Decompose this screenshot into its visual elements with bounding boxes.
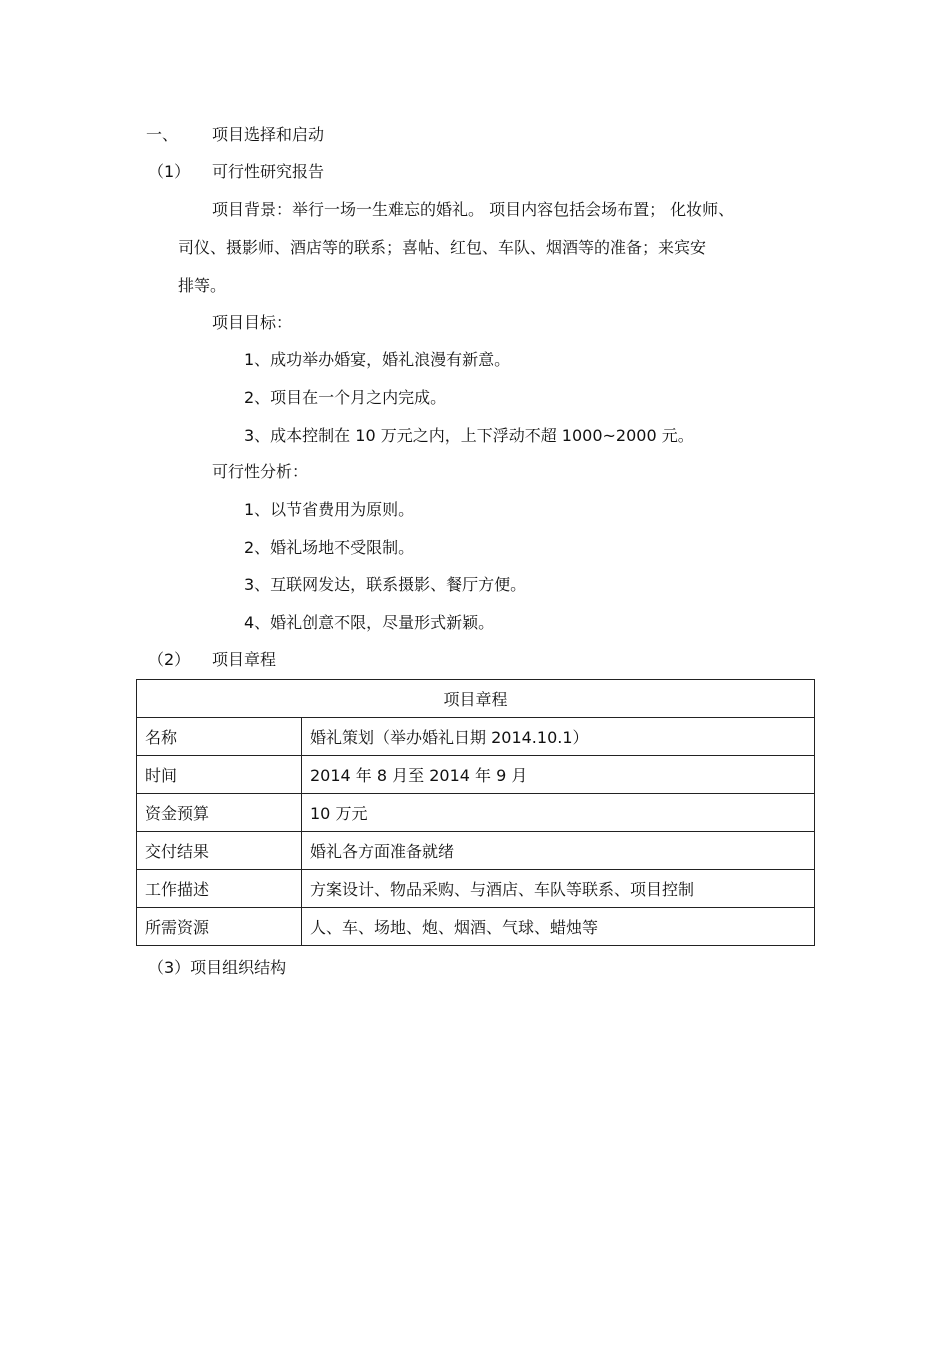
background-line-1: 项目背景：举行一场一生难忘的婚礼。 项目内容包括会场布置； 化妆师、 [212,200,735,219]
table-row [137,794,815,832]
row-label: 名称 [137,718,302,756]
subsection-2-title: 项目章程 [212,650,277,669]
row-label: 交付结果 [137,832,302,870]
row-label: 所需资源 [137,908,302,946]
charter-table-wrapper [136,679,814,946]
feasibility-item-2: 2、婚礼场地不受限制。 [244,538,415,557]
background-line-2: 司仪、摄影师、酒店等的联系；喜帖、红包、车队、烟酒等的准备；来宾安 [178,238,707,257]
charter-title: 项目章程 [137,680,815,718]
row-label: 工作描述 [137,870,302,908]
charter-table [136,679,815,946]
row-value: 婚礼各方面准备就绪 [302,832,815,870]
goal-item-1: 1、成功举办婚宴，婚礼浪漫有新意。 [244,350,511,369]
table-row [137,908,815,946]
feasibility-item-3: 3、互联网发达，联系摄影、餐厅方便。 [244,575,527,594]
charter-title-row [137,680,815,718]
row-value: 方案设计、物品采购、与酒店、车队等联系、项目控制 [302,870,815,908]
goals-heading: 项目目标： [212,313,293,332]
goal-item-2: 2、项目在一个月之内完成。 [244,388,447,407]
row-value: 10 万元 [302,794,815,832]
row-label: 时间 [137,756,302,794]
section-1-title: 项目选择和启动 [212,125,325,144]
subsection-1-title: 可行性研究报告 [212,162,325,181]
feasibility-item-4: 4、婚礼创意不限，尽量形式新颖。 [244,613,495,632]
section-1-marker: 一、 [146,125,179,144]
table-row [137,870,815,908]
subsection-2-marker: （2） [148,650,191,669]
table-row [137,718,815,756]
background-line-3: 排等。 [178,276,227,295]
row-value: 婚礼策划（举办婚礼日期 2014.10.1） [302,718,815,756]
feasibility-heading: 可行性分析： [212,462,309,481]
subsection-1-marker: （1） [148,162,191,181]
feasibility-item-1: 1、以节省费用为原则。 [244,500,415,519]
table-row [137,756,815,794]
row-label: 资金预算 [137,794,302,832]
row-value: 2014 年 8 月至 2014 年 9 月 [302,756,815,794]
row-value: 人、车、场地、炮、烟酒、气球、蜡烛等 [302,908,815,946]
table-row [137,832,815,870]
goal-item-3: 3、成本控制在 10 万元之内，上下浮动不超 1000~2000 元。 [244,426,694,445]
subsection-3-title: （3）项目组织结构 [148,958,287,977]
